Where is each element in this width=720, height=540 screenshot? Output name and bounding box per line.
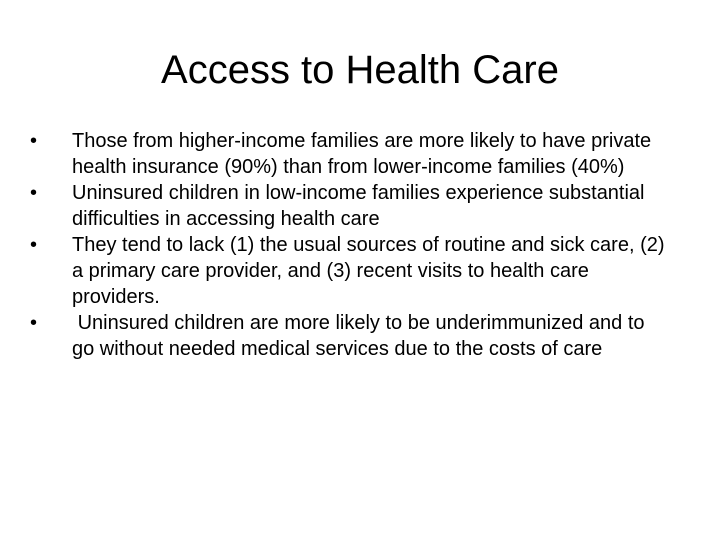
bullet-item xyxy=(30,232,670,310)
slide-title: Access to Health Care xyxy=(161,48,559,92)
bullet-text: Uninsured children in low-income families experience substantial difficulties in accessing health care xyxy=(72,182,645,230)
bullet-dot-icon: • xyxy=(30,234,38,256)
bullet-text: Those from higher-income families are more likely to have private health insurance (90%) than from lower-income families (40%) xyxy=(72,130,652,178)
bullet-text: They tend to lack (1) the usual sources of routine and sick care, (2) a primary care provider, and (3) recent visits to health care providers. xyxy=(72,234,665,308)
bullet-item xyxy=(30,310,670,362)
bullet-dot-icon: • xyxy=(30,182,38,204)
bullet-item xyxy=(30,128,670,180)
bullet-dot-icon: • xyxy=(30,130,38,152)
bullet-text: Uninsured children are more likely to be underimmunized and to go without needed medical services due to the costs of care xyxy=(72,312,651,360)
bullet-list xyxy=(30,128,670,362)
bullet-dot-icon: • xyxy=(30,312,38,334)
bullet-item xyxy=(30,180,670,232)
